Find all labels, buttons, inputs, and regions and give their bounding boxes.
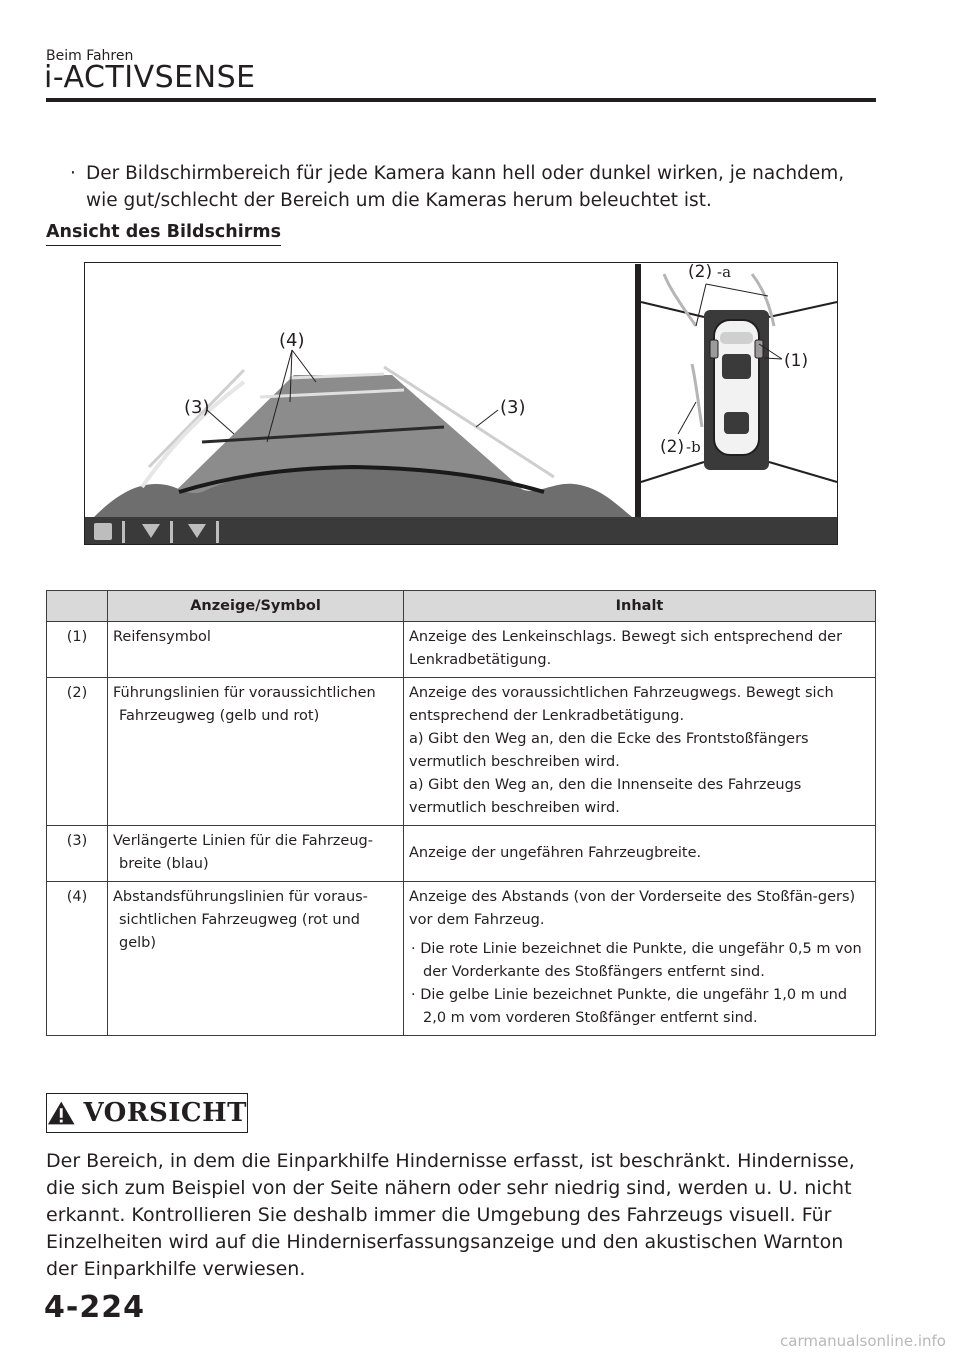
warning-box (46, 1093, 248, 1133)
row-content (404, 678, 876, 826)
table-row (47, 622, 876, 678)
watermark-text: carmanualsonline.info (780, 1332, 946, 1350)
callout-3-left: (3) (184, 397, 210, 418)
callout-2a: (2) (688, 262, 713, 282)
callout-3-right: (3) (500, 397, 526, 418)
table-row (47, 882, 876, 1036)
info-table (46, 590, 876, 1036)
camera-screen-illustration (84, 262, 838, 545)
row-content-a: a) Gibt den Weg an, den die Ecke des Frontstoßfängers vermutlich beschreiben wird. (409, 731, 809, 770)
row-content-b: a) Gibt den Weg an, den die Innenseite des Fahrzeugs vermutlich beschreiben wird. (409, 777, 802, 816)
table-header-row (47, 591, 876, 622)
header-divider (46, 98, 876, 102)
row-content-main: Anzeige des voraussichtlichen Fahrzeugwegs. Bewegt sich entsprechend der Lenkradbetätigung. (409, 685, 834, 724)
callout-2b-suffix: -b (686, 438, 701, 456)
row-symbol (108, 826, 404, 882)
row-number: (3) (47, 826, 108, 882)
row-content-main: Anzeige des Abstands (von der Vorderseite des Stoßfän-gers) vor dem Fahrzeug. (409, 889, 856, 928)
row-symbol: Reifensymbol (108, 622, 404, 678)
row-symbol-line1: Verlängerte Linien für die Fahrzeug- (113, 833, 373, 849)
warning-label: VORSICHT (83, 1098, 247, 1128)
row-symbol-line1: Abstandsführungslinien für voraus- (113, 889, 368, 905)
row-bullet-yellow: · Die gelbe Linie bezeichnet Punkte, die ungefähr 1,0 m und 2,0 m vom vorderen Stoßfänger entfernt sind. (411, 987, 848, 1026)
row-bullet-yellow-text: Die gelbe Linie bezeichnet Punkte, die ungefähr 1,0 m und 2,0 m vom vorderen Stoßfänger entfernt sind. (420, 987, 848, 1026)
table-header-content: Inhalt (404, 591, 876, 622)
warning-text: Der Bereich, in dem die Einparkhilfe Hindernisse erfasst, ist beschränkt. Hindernisse, die sich zum Beispiel von der Seite nähern oder sehr niedrig sind, werden u. U. nicht erkannt. Kontrollieren Sie deshalb immer die Umgebung des Fahrzeugs visuell. Für Einzelheiten wird auf die Hinderniserfassungsanzeige und den akustischen Warnton der Einparkhilfe verwiesen. (46, 1150, 855, 1280)
section-label: Beim Fahren (46, 48, 134, 64)
callout-4: (4) (279, 330, 305, 351)
intro-bullet (70, 160, 876, 214)
row-symbol-line1: Führungslinien für voraussichtlichen (113, 685, 376, 701)
table-header-symbol: Anzeige/Symbol (108, 591, 404, 622)
page-title: i-ACTIVSENSE (44, 60, 256, 95)
row-content (404, 882, 876, 1036)
bullet-dot-icon: · (70, 163, 76, 184)
row-bullet-red: · Die rote Linie bezeichnet die Punkte, die ungefähr 0,5 m von der Vorderkante des Stoßfängers entfernt sind. (411, 941, 862, 980)
intro-bullet-text: Der Bildschirmbereich für jede Kamera kann hell oder dunkel wirken, je nachdem, wie gut/schlecht der Bereich um die Kameras herum beleuchtet ist. (86, 163, 845, 211)
row-number: (2) (47, 678, 108, 826)
page-number: 4-224 (44, 1290, 145, 1325)
callout-2b: (2) (660, 437, 685, 457)
row-symbol (108, 678, 404, 826)
row-number: (1) (47, 622, 108, 678)
row-number: (4) (47, 882, 108, 1036)
row-content: Anzeige des Lenkeinschlags. Bewegt sich entsprechend der Lenkradbetätigung. (404, 622, 876, 678)
row-bullet-red-text: Die rote Linie bezeichnet die Punkte, die ungefähr 0,5 m von der Vorderkante des Stoßfängers entfernt sind. (420, 941, 862, 980)
row-content: Anzeige der ungefähren Fahrzeugbreite. (404, 826, 876, 882)
callout-1: (1) (784, 351, 809, 371)
table-row (47, 826, 876, 882)
callout-2a-suffix: -a (717, 263, 732, 281)
row-symbol-line2: Fahrzeugweg (gelb und rot) (119, 708, 320, 724)
screen-view-heading: Ansicht des Bildschirms (46, 222, 281, 246)
row-symbol (108, 882, 404, 1036)
table-header-num (47, 591, 108, 622)
table-row (47, 678, 876, 826)
warning-triangle-icon (47, 1100, 75, 1126)
row-symbol-line2: sichtlichen Fahrzeugweg (rot und gelb) (119, 912, 360, 951)
row-symbol-line2: breite (blau) (119, 856, 209, 872)
